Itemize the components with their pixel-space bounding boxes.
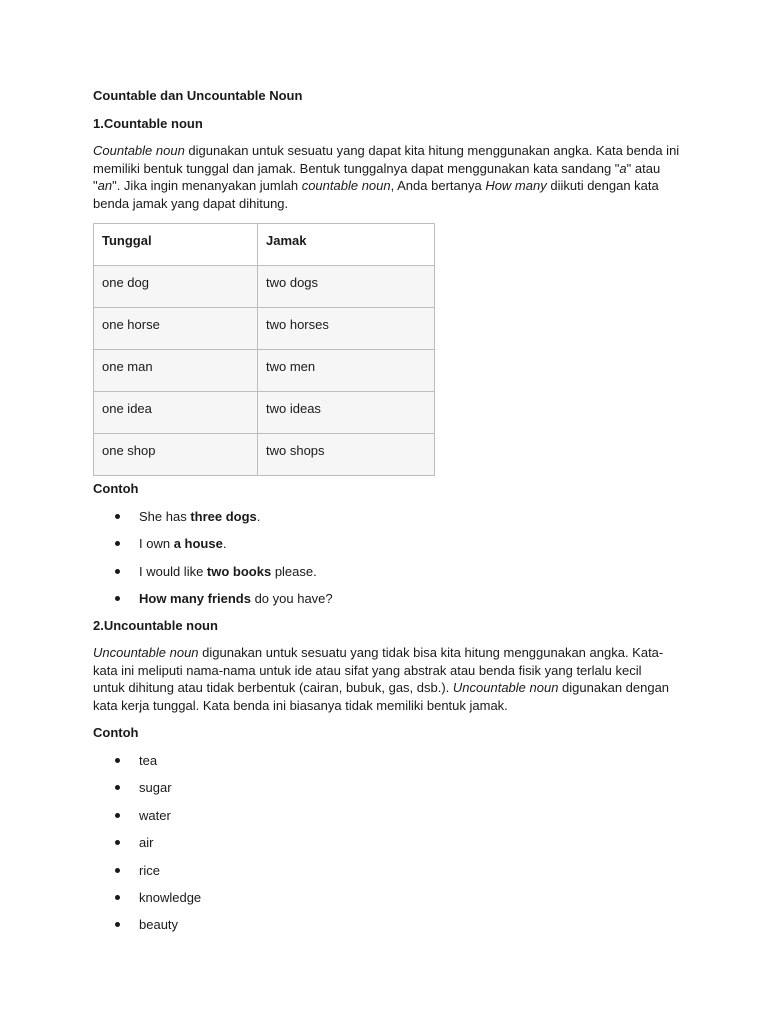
list-item-text: beauty (139, 917, 179, 933)
bullet-icon (115, 541, 120, 546)
text-run: digunakan untuk sesuatu yang tidak bisa kita hitung menggunakan angka. Kata- (198, 645, 664, 660)
bullet-icon (115, 922, 120, 927)
list-item-text: sugar (139, 780, 172, 796)
table-cell: two shops (258, 434, 435, 476)
bullet-icon (115, 569, 120, 574)
text-run: Countable noun (93, 143, 185, 158)
paragraph-line (93, 679, 683, 697)
section1-examples-list (93, 508, 333, 618)
bullet-icon (115, 785, 120, 790)
section2-examples-heading: Contoh (93, 725, 139, 740)
list-item-text: rice (139, 862, 160, 878)
bullet-icon (115, 895, 120, 900)
list-item (93, 563, 333, 590)
text-run: digunakan dengan (558, 680, 670, 695)
bullet-icon (115, 868, 120, 873)
list-item-text: water (139, 807, 171, 823)
text-run: three dogs (190, 509, 257, 524)
table-row (94, 434, 435, 476)
text-run: ". Jika ingin menanyakan jumlah (112, 178, 302, 193)
section2-heading: 2.Uncountable noun (93, 618, 218, 633)
list-item (93, 889, 201, 916)
text-run: an (97, 178, 113, 193)
text-run: " (93, 178, 98, 193)
paragraph-line (93, 697, 683, 715)
table-header-cell: Jamak (258, 224, 435, 266)
list-item (93, 752, 201, 779)
text-run: How many friends (139, 591, 251, 607)
list-item-text: knowledge (139, 889, 202, 905)
bullet-icon (115, 596, 120, 601)
text-run: diikuti dengan kata (546, 178, 659, 193)
paragraph-line (93, 142, 683, 160)
text-run: , Anda bertanya (390, 178, 486, 193)
text-run: . (222, 536, 227, 552)
bullet-icon (115, 758, 120, 763)
list-item-text: tea (139, 753, 158, 768)
paragraph-line (93, 195, 683, 213)
text-run: Uncountable noun (93, 645, 199, 660)
text-run: digunakan untuk sesuatu yang dapat kita hitung menggunakan angka. Kata benda ini (184, 143, 680, 158)
text-run: a house (173, 536, 223, 552)
text-run: countable noun (301, 178, 391, 193)
table-cell: two horses (258, 308, 435, 350)
table-row (94, 266, 435, 308)
singular-plural-table (93, 223, 435, 476)
list-item (93, 834, 201, 861)
list-item (93, 590, 333, 617)
table-cell: two men (258, 350, 435, 392)
text-run: Uncountable noun (452, 680, 559, 695)
table-row (94, 350, 435, 392)
section1-paragraph (93, 142, 683, 212)
text-run: untuk dihitung atau tidak berbentuk (cairan, bubuk, gas, dsb.). (93, 680, 453, 695)
paragraph-line (93, 177, 683, 195)
list-item (93, 916, 201, 943)
text-run: She has (139, 509, 191, 524)
text-run: How many (485, 178, 547, 193)
list-item (93, 508, 333, 535)
section1-heading: 1.Countable noun (93, 116, 203, 131)
list-item (93, 862, 201, 889)
section2-paragraph (93, 644, 683, 714)
table-cell: two ideas (258, 392, 435, 434)
document-title: Countable dan Uncountable Noun (93, 88, 303, 103)
table-cell: one man (94, 350, 258, 392)
section2-examples-list (93, 752, 201, 944)
paragraph-line (93, 160, 683, 178)
bullet-icon (115, 840, 120, 845)
table-cell: one dog (94, 266, 258, 308)
list-item-text: air (139, 835, 154, 851)
text-run: do you have? (250, 591, 333, 607)
text-run: benda jamak yang dapat dihitung. (93, 195, 289, 211)
text-run: I would like (139, 563, 207, 579)
text-run: . (256, 509, 261, 524)
list-item (93, 535, 333, 562)
list-item (93, 807, 201, 834)
section1-examples-heading: Contoh (93, 481, 139, 496)
text-run: kata ini meliputi nama-nama untuk ide atau sifat yang abstrak atau benda fisik yang terlalu kecil (93, 662, 642, 678)
table-cell: two dogs (258, 266, 435, 308)
table-cell: one horse (94, 308, 258, 350)
text-run: please. (271, 563, 317, 579)
text-run: two books (206, 563, 272, 579)
text-run: I own (139, 536, 174, 552)
table-row (94, 308, 435, 350)
table-row (94, 392, 435, 434)
bullet-icon (115, 514, 120, 519)
text-run: kata kerja tunggal. Kata benda ini biasanya tidak memiliki bentuk jamak. (93, 697, 508, 713)
text-run: a (619, 160, 627, 176)
list-item (93, 779, 201, 806)
table-header-cell: Tunggal (94, 224, 258, 266)
table-cell: one idea (94, 392, 258, 434)
table-header-row (94, 224, 435, 266)
paragraph-line (93, 662, 683, 680)
bullet-icon (115, 813, 120, 818)
paragraph-line (93, 644, 683, 662)
text-run: memiliki bentuk tunggal dan jamak. Bentuk tunggalnya dapat menggunakan kata sandang " (93, 160, 620, 176)
text-run: " atau (626, 160, 661, 176)
table-cell: one shop (94, 434, 258, 476)
